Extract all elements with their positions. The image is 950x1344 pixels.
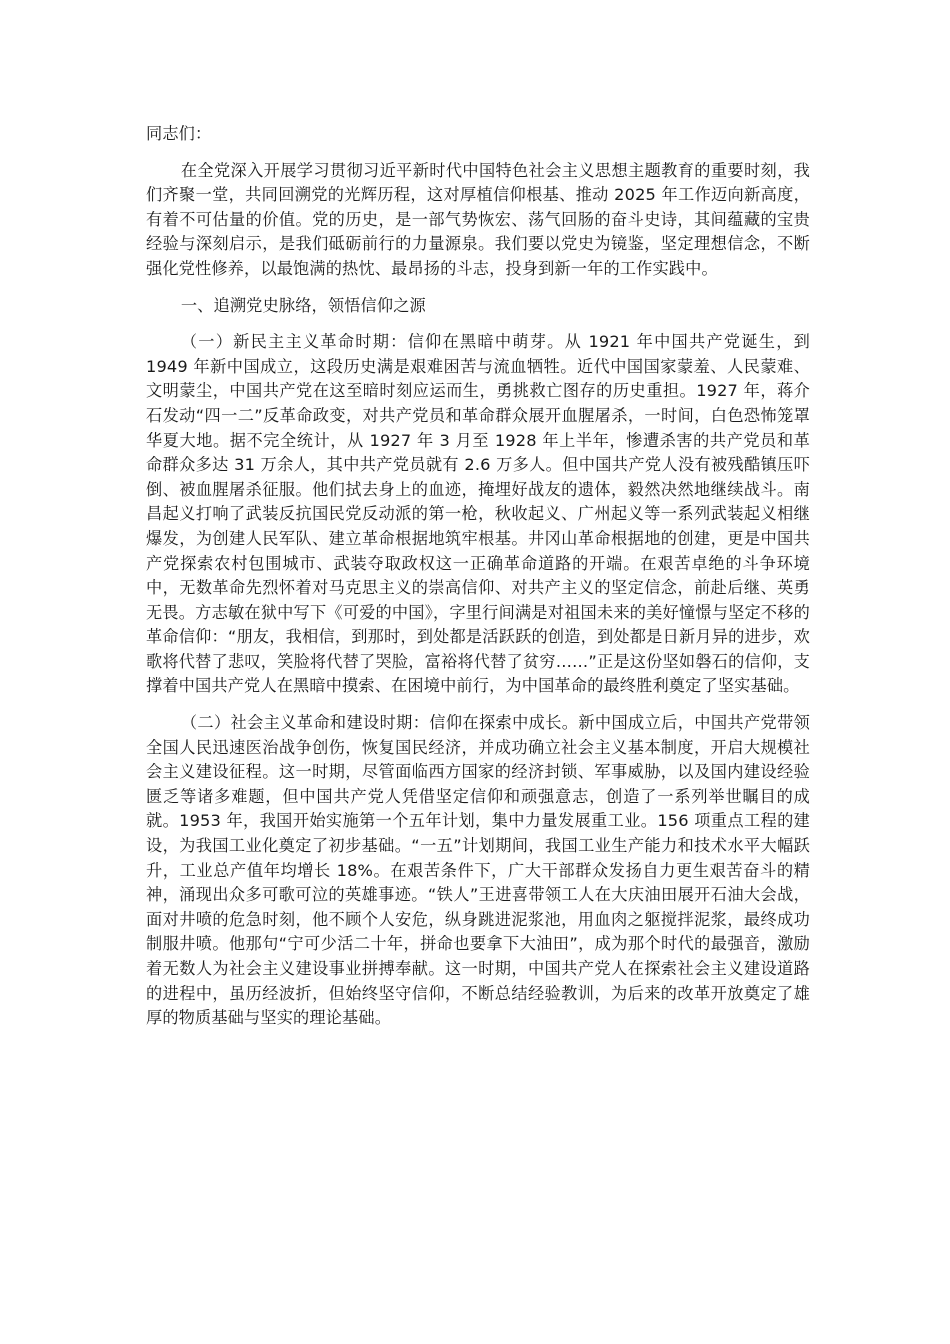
paragraph-part-2: （二）社会主义革命和建设时期：信仰在探索中成长。新中国成立后，中国共产党带领全国人民迅速医治战争创伤，恢复国民经济，并成功确立社会主义基本制度，开启大规模社会主义建设征程。这一时期，尽管面临西方国家的经济封锁、军事威胁，以及国内建设经验匮乏等诸多难题，但中国共产党人凭借坚定信仰和顽强意志，创造了一系列举世瞩目的成就。1953 年，我国开始实施第一个五年计划，集中力量发展重工业。156 项重点工程的建设，为我国工业化奠定了初步基础。“一五”计划期间，我国工业生产能力和技术水平大幅跃升，工业总产值年均增长 18%。在艰苦条件下，广大干部群众发扬自力更生艰苦奋斗的精神，涌现出众多可歌可泣的英雄事迹。“铁人”王进喜带领工人在大庆油田展开石油大会战，面对井喷的危急时刻，他不顾个人安危，纵身跳进泥浆池，用血肉之躯搅拌泥浆，最终成功制服井喷。他那句“宁可少活二十年，拼命也要拿下大油田”，成为那个时代的最强音，激励着无数人为社会主义建设事业拼搏奉献。这一时期，中国共产党人在探索社会主义建设道路的进程中，虽历经波折，但始终坚守信仰，不断总结经验教训，为后来的改革开放奠定了雄厚的物质基础与坚实的理论基础。 — [146, 713, 810, 1028]
document-body — [146, 122, 810, 1043]
section-heading: 一、追溯党史脉络，领悟信仰之源 — [180, 295, 426, 315]
paragraph-part-1: （一）新民主主义革命时期：信仰在黑暗中萌芽。从 1921 年中国共产党诞生，到 1949 年新中国成立，这段历史满是艰难困苦与流血牺牲。近代中国国家蒙羞、人民蒙难、文明蒙尘，中国共产党在这至暗时刻应运而生，勇挑救亡图存的历史重担。1927 年，蒋介石发动“四一二”反革命政变，对共产党员和革命群众展开血腥屠杀，一时间，白色恐怖笼罩华夏大地。据不完全统计，从 1927 年 3 月至 1928 年上半年，惨遭杀害的共产党员和革命群众多达 31 万余人，其中共产党员就有 2.6 万多人。但中国共产党人没有被残酷镇压吓倒、被血腥屠杀征服。他们拭去身上的血迹，掩埋好战友的遗体，毅然决然地继续战斗。南昌起义打响了武装反抗国民党反动派的第一枪，秋收起义、广州起义等一系列武装起义相继爆发，为创建人民军队、建立革命根据地筑牢根基。井冈山革命根据地的创建，更是中国共产党探索农村包围城市、武装夺取政权这一正确革命道路的开端。在艰苦卓绝的斗争环境中，无数革命先烈怀着对马克思主义的崇高信仰、对共产主义的坚定信念，前赴后继、英勇无畏。方志敏在狱中写下《可爱的中国》，字里行间满是对祖国未来的美好憧憬与坚定不移的革命信仰：“朋友，我相信，到那时，到处都是活跃跃的创造，到处都是日新月异的进步，欢歌将代替了悲叹，笑脸将代替了哭脸，富裕将代替了贫穷……”正是这份坚如磐石的信仰，支撑着中国共产党人在黑暗中摸索、在困境中前行，为中国革命的最终胜利奠定了坚实基础。 — [146, 332, 810, 696]
salutation: 同志们： — [146, 124, 212, 143]
intro-paragraph: 在全党深入开展学习贯彻习近平新时代中国特色社会主义思想主题教育的重要时刻，我们齐聚一堂，共同回溯党的光辉历程，这对厚植信仰根基、推动 2025 年工作迈向新高度，有着不可估量的价值。党的历史，是一部气势恢宏、荡气回肠的奋斗史诗，其间蕴藏的宝贵经验与深刻启示，是我们砥砺前行的力量源泉。我们要以党史为镜鉴，坚定理想信念，不断强化党性修养，以最饱满的热忱、最昂扬的斗志，投身到新一年的工作实践中。 — [146, 160, 810, 278]
